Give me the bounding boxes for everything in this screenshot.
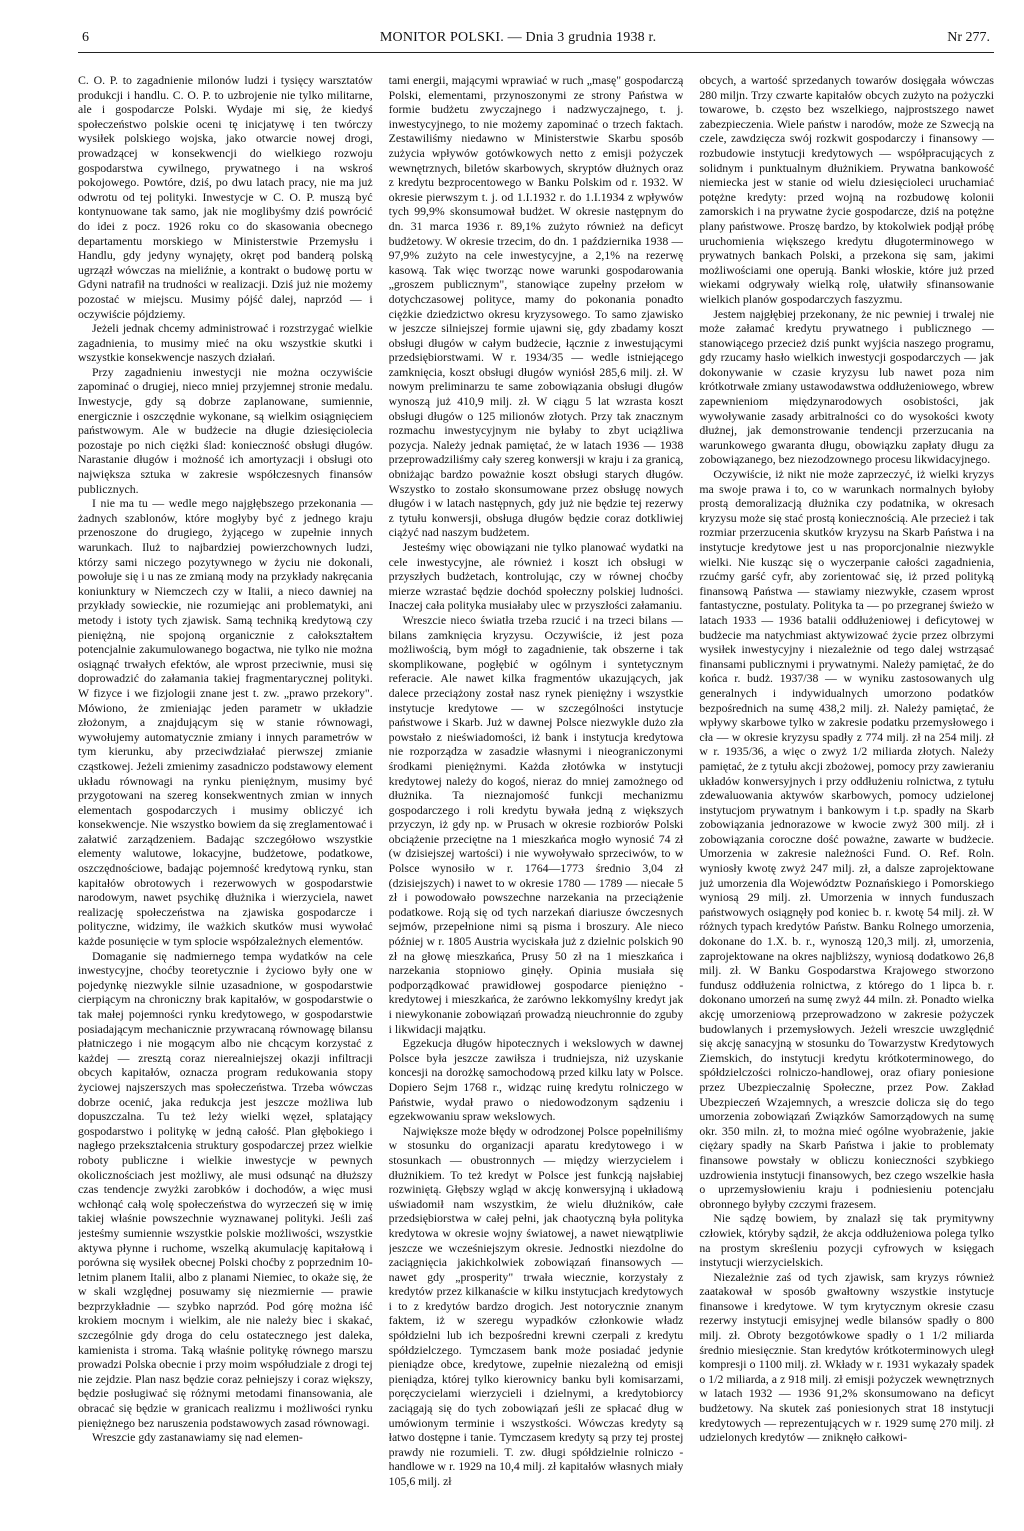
paragraph: Oczywiście, iż nikt nie może zaprzeczyć, iż wielki kryzys ma swoje prawa i to, co w warunkach normalnych byłoby prostą demoralizacją dłużnika czy podatnika, w okresach kryzysu może się stać prostą koniecznością. Ale przecież i tak rozmiar przerzucenia skutków kryzysu na Skarb Państwa i na instytucje kredytowe jest u nas proporcjonalnie niezwykle wielki. Nie kusząc się o wyczerpanie całości zagadnienia, rzućmy garść cyfr, aby zorientować się, iż przed polityką finansową Państwa — stawiamy niezwykłe, czasem wprost fantastyczne, postulaty. Polityka ta — po przegranej świeżo w latach 1933 — 1936 batalii oddłużeniowej i deficytowej w budżecie ma natychmiast aktywizować życie przez olbrzymi wysiłek inwestycyjny i niezależnie od tego dalej wstrząsać finansami publicznymi i prywatnymi. Należy pamiętać, że do końca r. budż. 1937/38 — w wyniku zastosowanych ulg generalnych i indywidualnych umorzono podatków bezpośrednich na sumę 438,2 milj. zł. Należy pamiętać, że wpływy skarbowe tylko w zakresie podatku przemysłowego i cła — w okresie kryzysu spadły z 774 milj. zł na 254 milj. zł w r. 1935/36, a więc o zwyż 1/2 miliarda złotych. Należy pamiętać, że z tytułu akcji zbożowej, pomocy przy zawieraniu układów konwersyjnych i przy oddłużeniu rolnictwa, z tytułu zdewaluowania aktywów skarbowych, pomocy udzielonej instytucjom prywatnym i bankowym i t.p. spadły na Skarb zobowiązania jednorazowe w kwocie zwyż 300 milj. zł i zobowiązania coroczne dość poważne, zawarte w budżecie. Umorzenia w zakresie należności Fund. O. Ref. Roln. wyniosły kwotę zwyż 247 milj. zł, a dalsze zaprojektowane już umorzenia dla Województw Poznańskiego i Pomorskiego wyniosą 29 milj. zł. Umorzenia w innych funduszach państwowych osiągnęły pod koniec b. r. kwotę 54 milj. zł. W różnych typach kredytów Państw. Banku Rolnego umorzenia, dokonane do 1.X. b. r., wynoszą 120,3 milj. zł, umorzenia, zaprojektowane na okres najbliższy, wyniosą dodatkowo 26,8 milj. zł. W Banku Gospodarstwa Krajowego stworzono fundusz oddłużenia rolnictwa, z którego do 1 lipca b. r. dokonano umorzeń na sumę zwyż 44 miln. zł. Ponadto wielka akcję umorzeniową przeprowadzono w zakresie pożyczek budowlanych i przemysłowych. Jeżeli wreszcie uwzględnić się akcję sanacyjną w stosunku do Towarzystw Kredytowych Ziemskich, do instytucji kredytu krótkoterminowego, do spółdzielczości rolniczo-handlowej, oraz ofiary poniesione przez Ubezpieczalnię Społeczne, przez Pow. Zakład Ubezpieczeń Wzajemnych, a wreszcie dolicza się do tego umorzenia zobowiązań Związków Samorządowych na sumę okr. 350 miln. zł, to można mieć ogólne wyobrażenie, jakie ciężary spadły na Skarb Państwa i jakie to problematy finansowe powstały w obliczu konieczności szybkiego uzdrowienia instytucji finansowych, bez czego wszelkie hasła o uprzemysłowieniu kraju i podniesieniu potencjału obronnego byłyby czczymi frazesem. xyxy=(699,467,994,1211)
paragraph: Największe może błędy w odrodzonej Polsce popełniliśmy w stosunku do organizacji aparatu kredytowego i w stosunkach — obustronnych — między wierzycielem i dłużnikiem. To też kredyt w Polsce jest funkcją najsłabiej rozwiniętą. Głębszy wgląd w akcję konwersyjną i układową uświadomił nam wszystkim, że wielu dłużników, całe przedsiębiorstwa w całej pełni, jak chaotyczną była polityka kredytowa w okresie wojny światowej, a nawet niewątpliwie jeszcze we wcześniejszym okresie. Jednostki niezdolne do zaciągnięcia jakichkolwiek zobowiązań finansowych — nawet gdy „prosperity" trwała wiecznie, korzystały z kredytów przez kilkanaście w kilku instytucjach kredytowych i to z kredytów bardzo drogich. Jest notorycznie znanym faktem, iż w szeregu wypadków członkowie władz spółdzielni lub ich bezpośredni krewni czerpali z kredytu spółdzielczego. Tymczasem bank może posiadać jedynie pieniądze obce, kredytowe, zupełnie niezależną od emisji pieniądza, której tylko kierownicy banku byli komisarzami, poręczycielami wierzycieli i dzielnymi, a kredytobiorcy zaciągają się do tych zobowiązań jeśli ze spłacać dług w umówionym terminie i wszystkości. Wówczas kredyty są łatwo dostępne i tanie. Tymczasem kredyty są przy tej prostej prawdy nie rozumieli. T. zw. długi spółdzielnie rolniczo - handlowe w r. 1929 na 10,4 milj. zł kapitałów własnych miały 105,6 milj. zł xyxy=(388,1123,684,1488)
paragraph: Domaganie się nadmiernego tempa wydatków na cele inwestycyjne, choćby teoretycznie i życiowo były one w pojedynkę niezwykle silnie uzasadnione, w gospodarstwie cierpiącym na chroniczny brak kapitałów, w gospodarstwie o tak małej pojemności rynku kredytowego, w gospodarstwie posiadającym mechanicznie przywracaną równowagę bilansu płatniczego i nie mogącym albo nie chcącym korzystać z każdej — zresztą coraz nierealniejszej okazji infiltracji obcych kapitałów, oznacza program redukowania stopy życiowej najszerszych mas społeczeństwa. Trzeba wówczas dobrze ocenić, jaka redukcja jest jeszcze możliwa lub dopuszczalna. Tu też leży wielki węzeł, splatający gospodarstwo i politykę w jedną całość. Plan głębokiego i nagłego przekształcenia struktury gospodarczej przez wielkie roboty publiczne i wielkie inwestycje w pewnych okolicznościach jest możliwy, ale musi odsunąć na dłuższy czas tendencje zwyżki zarobków i dochodów, a więc musi wchłonąć całą wolę społeczeństwa do wyrzeczeń się w imię takiej właśnie powszechnie wyznawanej polityki. Jeśli zaś jesteśmy sumiennie wszystkie polskie możliwości, wszystkie aktywa płynne i ruchome, wszelką akumulację kapitałową i porówna się wysiłek obecnej Polski choćby z poprzednim 10-letnim planem Italii, albo z planami Niemiec, to okaże się, że w skali względnej posuwamy się niezmiernie — prawie bezprzykładnie — szybko naprzód. Pod górę można iść krokiem mocnym i wielkim, ale nie należy biec i skakać, szczególnie gdy droga do celu ostatecznego jest daleka, kamienista i stroma. Taką właśnie politykę równego marszu prowadzi Polska obecnie i przy moim współudziale z drogi tej nie zejdzie. Plan nasz będzie coraz pełniejszy i coraz większy, będzie posługiwać się różnymi metodami finansowania, ale obracać się będzie w granicach realizmu i możliwości rynku pieniężnego bez naruszenia podstawowych zasad równowagi. xyxy=(78,948,373,1430)
paragraph: Jesteśmy więc obowiązani nie tylko planować wydatki na cele inwestycyjne, ale również i koszt ich obsługi w przyszłych budżetach, kontrolując, czy w równej choćby mierze wzrastać będzie dochód społeczny polskiej ludności. Inaczej cała polityka musiałaby ulec w przyszłości załamaniu. xyxy=(388,540,684,613)
column-2 xyxy=(389,73,684,1518)
paragraph: Wreszcie nieco światła trzeba rzucić i na trzeci bilans — bilans zamknięcia kryzysu. Oczywiście, iż jest poza możliwością, bym mógł to zagadnienie, tak obszerne i tak skomplikowane, pogłębić w ogólnym i syntetycznym referacie. Ale nawet kilka fragmentów ukazujących, jak dalece przeciążony został nasz rynek pieniężny i wszystkie instytucje kredytowe — w szczególności instytucje państwowe i Skarb. Już w dawnej Polsce niezwykle dużo zła powstało z nieświadomości, iż bank i instytucja kredytowa nie rozporządza w zasadzie własnymi i nieograniczonymi środkami pieniężnymi. Każda złotówka w instytucji kredytowej należy do kogoś, nieraz do mniej zamożnego od dłużnika. Ta nieznajomość funkcji mechanizmu gospodarczego i roli kredytu bywała jedną z większych przyczyn, iż gdy np. w Prusach w okresie rozbiorów Polski obciążenie przeciętne na 1 mieszkańca mogło wynosić 74 zł (w dzisiejszej wartości) i nie wywoływało sprzeciwów, to w Polsce wynosiło w r. 1764—1773 średnio 3,04 zł (dzisiejszych) i nawet to w okresie 1780 — 1789 — niecałe 5 zł i powodowało powszechne narzekania na przeciążenie podatkowe. Roją się od tych narzekań diariusze ówczesnych sejmów, przepełnione nimi są pisma i broszury. Ale nieco później w r. 1805 Austria wyciskała już z dzielnic polskich 90 zł na głowę mieszkańca, Prusy 50 zł na 1 mieszkańca i narzekania stopniowo ginęły. Opinia musiała się podporządkować prawidłowej gospodarce pieniężno - kredytowej i mieszkańca, że zarówno lekkomyślny kredyt jak i niewykonanie zobowiązań prowadzą nieuchronnie do zguby i likwidacji majątku. xyxy=(388,612,684,1036)
text-columns xyxy=(78,73,994,1518)
paragraph: Egzekucja długów hipotecznych i wekslowych w dawnej Polsce była jeszcze zawiłsza i trudniejsza, niż uzyskanie koncesji na dorożkę samochodową przed kilku laty w Polsce. Dopiero Sejm 1768 r., widząc ruinę kredytu rolniczego w Państwie, wydał prawo o niedowodzonym sądzeniu i egzekwowaniu spraw wekslowych. xyxy=(388,1036,684,1124)
page-number: 6 xyxy=(82,30,89,45)
page-header xyxy=(78,30,994,53)
paragraph: Przy zagadnieniu inwestycji nie można oczywiście zapominać o drugiej, nieco mniej przyjemnej stronie medalu. Inwestycje, gdy są dobrze zaplanowane, sumiennie, energicznie i oszczędnie wykonane, są wielkim osiągnięciem państwowym. Ale w budżecie na długie dziesięciolecia pozostaje po nich ciężki ślad: konieczność obsługi długów. Narastanie długów i możność ich amortyzacji i obsługi oto największa sztuka w zakresie współczesnych finansów publicznych. xyxy=(78,364,373,496)
paragraph: Wreszcie gdy zastanawiamy się nad elemen- xyxy=(92,1430,303,1445)
paragraph: Jestem najgłębiej przekonany, że nic pewniej i trwalej nie może załamać kredytu prywatnego i publicznego — stanowiącego przecież dziś punkt wyjścia naszego programu, gdy rzucamy hasło wielkich inwestycji gospodarczych — jak dokonywanie w czasie kryzysu lub nawet poza nim krótkotrwałe zmiany ustawodawstwa oddłużeniowego, wbrew zapewnieniom międzynarodowych osobistości, jak wywoływanie zasady arbitralności co do wysokości kwoty dłużnej, jak demonstrowanie tendencji przerzucania na warunkowego gwaranta długu, obowiązku zapłaty długu za zobowiązanego, bez niezodzownego procesu likwidacyjnego. xyxy=(699,306,994,467)
publication-title: MONITOR POLSKI. — Dnia 3 grudnia 1938 r. xyxy=(379,30,657,45)
paragraph: C. O. P. to zagadnienie milonów ludzi i tysięcy warsztatów produkcji i handlu. C. O. P. to uzbrojenie nie tylko militarne, ale i gospodarcze Polski. Wydaje mi się, że kiedyś społeczeństwo polskie oceni tę inicjatywę i ten twórczy wysiłek polskiego wojska, jako otwarcie nowej drogi, prowadzącej w konsekwencji do wielkiego rozwoju gospodarstwa cywilnego, prywatnego i na wskroś pokojowego. Powtóre, dziś, po dwu latach pracy, nie ma już odwrotu od tej polityki. Inwestycje w C. O. P. muszą być kontynuowane tak samo, jak nie moglibyśmy dziś powrócić do idei z pocz. 1926 roku co do skasowania obecnego departamentu morskiego w Ministerstwie Przemysłu i Handlu, gdy jedyny wynajęty, okręt pod banderą polską ugrzązł wówczas na mieliźnie, a kontrakt o budowę portu w Gdyni natrafił na trudności w realizacji. Dziś już nie możemy pozostać w miejscu. Musimy pójść dalej, naprzód — i oczywiście pójdziemy. xyxy=(78,73,373,321)
paragraph: obcych, a wartość sprzedanych towarów dosięgała wówczas 280 miljn. Trzy czwarte kapitałów obcych zużyto na pożyczki towarowe, b. często bez wszelkiego, najprostszego nawet zabezpieczenia. Wiele państw i narodów, może ze Szwecją na czele, zawdzięcza swój rozkwit gospodarczy i finansowy — rozbudowie instytucji kredytowych — współpracujących z solidnym i punktualnym dłużnikiem. Prywatna bankowość niemiecka jest w stanie od wielu dziesięcioleci uruchamiać potężne kredyty: przed wojną na rozbudowę kolonii zamorskich i na prywatne życie gospodarcze, dziś na potężne plany państwowe. Proszę bardzo, by ktokolwiek podjął próbę uruchomienia większego kredytu długoterminowego w prywatnych bankach Polski, a przekona się sam, jakimi możliwościami one operują. Banki włoskie, które już przed wiekami odgrywały wielką rolę, ułatwiły sfinansowanie wielkich planów gospodarczych faszyzmu. xyxy=(699,73,994,306)
paragraph: Niezależnie zaś od tych zjawisk, sam kryzys również zaatakował w sposób gwałtowny wszystkie instytucje finansowe i kredytowe. W tym krytycznym okresie czasu rezerwy instytucji emisyjnej wedle bilansów spadły o 800 milj. zł. Obroty bezgotówkowe spadły o 1 1/2 miliarda średnio miesięcznie. Stan kredytów krótkoterminowych uległ kompresji o 1100 milj. zł. Wkłady w r. 1931 wykazały spadek o 1/2 miliarda, a z 918 milj. zł emisji pożyczek wewnętrznych w latach 1932 — 1936 91,2% skonsumowano na deficyt budżetowy. Na skutek zaś poniesionych strat 18 instytucji kredytowych — reprezentujących w r. 1929 sumę 270 milj. zł udzielonych kredytów — zniknęło całkowi- xyxy=(699,1269,994,1445)
paragraph: tami energii, mającymi wprawiać w ruch „masę" gospodarczą Polski, elementami, przynoszonymi ze strony Państwa w formie budżetu zwyczajnego i nadzwyczajnego, t. j. inwestycyjnego, to nie możemy zapominać o trzech faktach. Zestawiliśmy niedawno w Ministerstwie Skarbu sposób zużycia wpływów gotówkowych netto z emisji pożyczek wewnętrznych, biletów skarbowych, skryptów dłużnych oraz z kredytu bezprocentowego w Banku Polskim od r. 1932. W okresie pierwszym t. j. od 1.I.1932 r. do 1.I.1934 z wpływów tych 99,9% skonsumował budżet. W okresie następnym do dn. 31 marca 1936 r. 89,1% zużyto również na deficyt budżetowy. W okresie trzecim, do dn. 1 października 1938 — 97,9% zużyto na cele inwestycyjne, a 2,1% na rezerwę kasową. Tak więc tworząc nowe warunki gospodarowania „groszem publicznym", stanowiące zupełny przełom w dotychczasowej polityce, mamy do pokonania ponadto ciężkie dziedzictwo okresu kryzysowego. To samo zjawisko w jeszcze silniejszej formie ujawni się, gdy zbadamy koszt obsługi długów w całym budżecie, łącznie z inwestującymi przedsiębiorstwami. W r. 1934/35 — wedle istniejącego zamknięcia, koszt obsługi długów wyniósł 285,6 milj. zł. W nowym preliminarzu te same zobowiązania obsługi długów wynoszą już 410,9 milj. zł. W ciągu 5 lat wzrasta koszt obsługi długów o 125 milionów złotych. Przy tak znacznym rozmachu inwestycyjnym nie byłaby to zbyt uciążliwa pozycja. Należy jednak pamiętać, że w latach 1936 — 1938 przeprowadziliśmy cały szereg konwersji w kraju i za granicą, obniżając bardzo poważnie koszt obsługi starych długów. Wszystko to zostało skonsumowane przez obsługę nowych długów i w latach następnych, gdy już nie będzie tej rezerwy z tytułu konwersji, obsługa długów będzie coraz dotkliwiej ciążyć nad naszym budżetem. xyxy=(388,73,684,540)
column-1 xyxy=(78,73,373,1518)
paragraph: Jeżeli jednak chcemy administrować i rozstrzygać wielkie zagadnienia, to musimy mieć na oku wszystkie skutki i wszystkie konsekwencje naszych działań. xyxy=(78,321,373,365)
column-3 xyxy=(699,73,994,1518)
paragraph: I nie ma tu — wedle mego najgłębszego przekonania — żadnych szablonów, które mogłyby być z jednego kraju przenoszone do drugiego, żyjącego w zupełnie innych warunkach. Iluż to najbardziej powierzchownych ludzi, którzy sami niczego pozytywnego w życiu nie dokonali, powołuje się i u nas ze zmianą mody na przykłady nakręcania koniunktury w Niemczech czy w Italii, a nieco dawniej na przykłady sowieckie, nie rozumiejąc ani problematyki, ani metody i istoty tych zjawisk. Samą techniką kredytową czy pieniężną, nie spojoną organicznie z całokształtem potencjalnie zakumulowanego bogactwa, nie tylko nie można osiągnąć trwałych efektów, ale wprost przeciwnie, musi się doprowadzić do załamania takiej fragmentarycznej polityki. W fizyce i we fizjologii znane jest t. zw. „prawo przekory". Mówiono, że zmieniając jeden parametr w układzie złożonym, a znajdującym się w stanie równowagi, wywołujemy automatycznie zmiany i innych parametrów w tym kierunku, aby przeciwdziałać pierwszej zmianie cząstkowej. Jeżeli zmienimy zasadniczo podstawowy element układu równowagi na rynku pieniężnym, musimy być przygotowani na szereg konsekwentnych zmian w innych elementach gospodarczych i musimy obliczyć ich konsekwencje. Nie wszystko bowiem da się zreglamentować i załatwić zarządzeniem. Badając szczegółowo wszystkie elementy walutowe, lokacyjne, budżetowe, podatkowe, oszczędnościowe, badając pojemność kredytową rynku, stan kapitałów obrotowych i rezerwowych w gospodarstwie narodowym, nawet psychikę dłużnika i wierzyciela, nawet realizację społeczeństwa na zjawiska gospodarcze i polityczne, widzimy, ile ważkich skutków musi wywołać każde posunięcie w tym splocie współzależnych elementów. xyxy=(78,496,373,949)
paragraph: Nie sądzę bowiem, by znalazł się tak prymitywny człowiek, któryby sądził, że akcja oddłużeniowa polega tylko na prostym skreśleniu pozycji cyfrowych w księgach instytucji wierzycielskich. xyxy=(699,1211,994,1270)
issue-number: Nr 277. xyxy=(947,30,990,45)
